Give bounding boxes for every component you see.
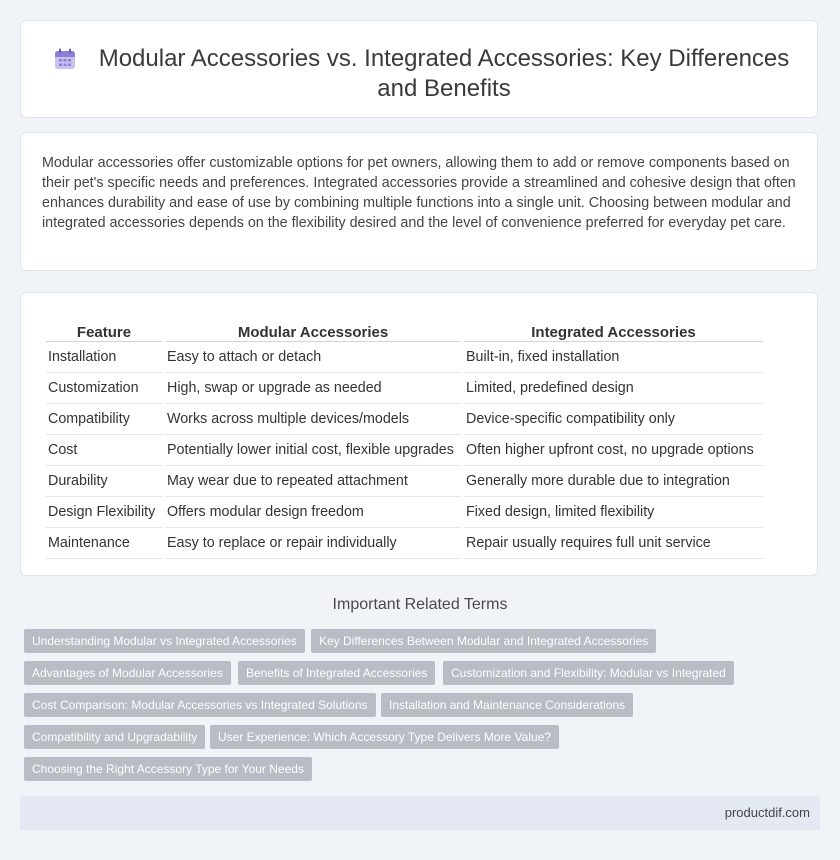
related-terms-heading: Important Related Terms <box>332 596 508 613</box>
modular-cell: Easy to attach or detach <box>165 342 461 373</box>
column-header-integrated: Integrated Accessories <box>464 313 763 342</box>
feature-cell: Cost <box>46 435 162 466</box>
related-term-tag[interactable]: User Experience: Which Accessory Type Delivers More Value? <box>210 725 559 749</box>
table-row <box>46 497 763 528</box>
table-header-row <box>46 313 763 342</box>
header-card <box>20 20 818 118</box>
table-row <box>46 373 763 404</box>
footer-bar <box>20 796 820 830</box>
modular-cell: Works across multiple devices/models <box>165 404 461 435</box>
integrated-cell: Fixed design, limited flexibility <box>464 497 763 528</box>
intro-card <box>20 132 818 271</box>
table-row <box>46 528 763 559</box>
related-term-tag[interactable]: Customization and Flexibility: Modular vs Integrated <box>443 661 734 685</box>
integrated-cell: Device-specific compatibility only <box>464 404 763 435</box>
related-term-tag[interactable]: Choosing the Right Accessory Type for Your Needs <box>24 757 312 781</box>
table-row <box>46 404 763 435</box>
comparison-table <box>43 313 766 559</box>
feature-cell: Customization <box>46 373 162 404</box>
integrated-cell: Repair usually requires full unit service <box>464 528 763 559</box>
feature-cell: Installation <box>46 342 162 373</box>
related-term-tag[interactable]: Compatibility and Upgradability <box>24 725 205 749</box>
comparison-card <box>20 292 818 576</box>
modular-cell: Potentially lower initial cost, flexible upgrades <box>165 435 461 466</box>
modular-cell: Offers modular design freedom <box>165 497 461 528</box>
feature-cell: Durability <box>46 466 162 497</box>
table-row <box>46 466 763 497</box>
table-row <box>46 435 763 466</box>
integrated-cell: Generally more durable due to integration <box>464 466 763 497</box>
related-term-tag[interactable]: Key Differences Between Modular and Integrated Accessories <box>311 629 656 653</box>
feature-cell: Maintenance <box>46 528 162 559</box>
related-term-tag[interactable]: Understanding Modular vs Integrated Accessories <box>24 629 305 653</box>
modular-cell: High, swap or upgrade as needed <box>165 373 461 404</box>
modular-cell: May wear due to repeated attachment <box>165 466 461 497</box>
integrated-cell: Built-in, fixed installation <box>464 342 763 373</box>
feature-cell: Compatibility <box>46 404 162 435</box>
feature-cell: Design Flexibility <box>46 497 162 528</box>
footer-site-name[interactable]: productdif.com <box>724 805 810 820</box>
modular-cell: Easy to replace or repair individually <box>165 528 461 559</box>
calendar-icon <box>53 47 77 71</box>
page-title: Modular Accessories vs. Integrated Accessories: Key Differences and Benefits <box>98 45 790 102</box>
integrated-cell: Often higher upfront cost, no upgrade options <box>464 435 763 466</box>
related-term-tag[interactable]: Benefits of Integrated Accessories <box>238 661 435 685</box>
related-term-tag[interactable]: Installation and Maintenance Considerations <box>381 693 633 717</box>
column-header-feature: Feature <box>46 313 162 342</box>
related-term-tag[interactable]: Cost Comparison: Modular Accessories vs Integrated Solutions <box>24 693 376 717</box>
table-row <box>46 342 763 373</box>
intro-text: Modular accessories offer customizable options for pet owners, allowing them to add or remove components based on their pet's specific needs and preferences. Integrated accessories provide a streamlined and cohesive design that often enhances durability and ease of use by combining multiple functions into a single unit. Choosing between modular and integrated accessories depends on the flexibility desired and the level of convenience preferred for everyday pet care. <box>42 155 796 231</box>
related-term-tag[interactable]: Advantages of Modular Accessories <box>24 661 231 685</box>
integrated-cell: Limited, predefined design <box>464 373 763 404</box>
column-header-modular: Modular Accessories <box>165 313 461 342</box>
